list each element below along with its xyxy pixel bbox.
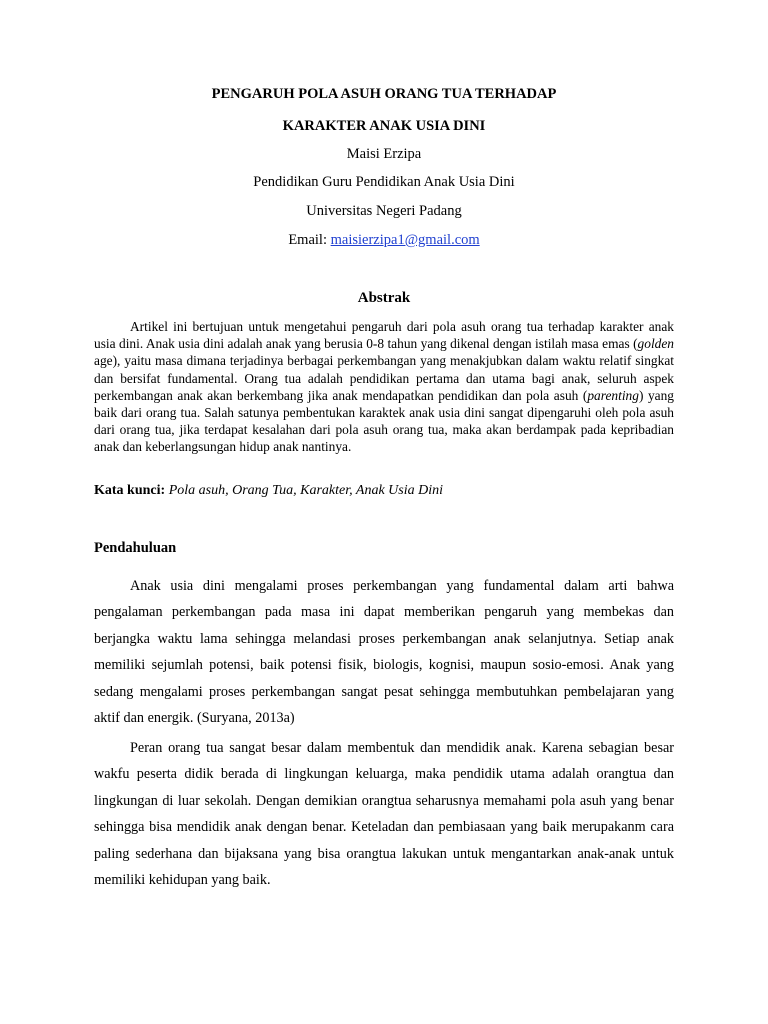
author-name: Maisi Erzipa <box>346 146 422 162</box>
paper-title-line-1: PENGARUH POLA ASUH ORANG TUA TERHADAP <box>211 86 557 102</box>
abstract-text-a: Artikel ini bertujuan untuk mengetahui pengaruh dari pola asuh orang tua terhadap karakter anak usia dini. Anak usia dini adalah anak yang berusia 0-8 tahun yang dikenal dengan istilah masa emas ( <box>94 319 674 352</box>
abstract-golden-term: golden <box>637 336 674 352</box>
author-email-line <box>0 232 768 249</box>
keywords-line <box>94 483 674 499</box>
abstract-text-c: ) yang baik dari orang tua. Salah satunya pembentukan karaktek anak usia dini sangat dipengaruhi oleh pola asuh dari orang tua, jika terdapat kesalahan dari pola asuh orang tua, maka akan berdampak pada kepribadian anak dan keberlangsungan hidup anak nantinya. <box>94 387 674 455</box>
paper-title-line-2: KARAKTER ANAK USIA DINI <box>282 118 486 134</box>
abstract-parenting-term: parenting <box>587 387 639 403</box>
keywords-label: Kata kunci: <box>94 483 169 498</box>
introduction-paragraph-1: Anak usia dini mengalami proses perkembangan yang fundamental dalam arti bahwa pengalaman perkembangan pada masa ini dapat memberikan pengaruh yang membekas dan berjangka waktu lama sehingga melandasi proses perkembangan anak selanjutnya. Setiap anak memiliki sejumlah potensi, baik potensi fisik, biologis, kognisi, maupun sosio-emosi. Anak yang sedang mengalami proses perkembangan sangat pesat sehingga membutuhkan pembelajaran yang aktif dan energik. (Suryana, 2013a) <box>94 578 674 727</box>
keywords-text: Pola asuh, Orang Tua, Karakter, Anak Usia Dini <box>168 483 443 498</box>
author-department: Pendidikan Guru Pendidikan Anak Usia Dini <box>253 174 515 190</box>
introduction-paragraph-2: Peran orang tua sangat besar dalam membentuk dan mendidik anak. Karena sebagian besar wakfu peserta didik berada di lingkungan keluarga, maka pendidik utama adalah orangtua dan lingkungan di luar sekolah. Dengan demikian orangtua seharusnya memahami pola asuh yang benar sehingga bisa mendidik anak dengan benar. Keteladan dan pembiasaan yang baik merupakanm cara paling sederhana dan bijaksana yang bisa orangtua lakukan untuk mengantarkan anak-anak untuk memiliki kehidupan yang baik. <box>94 740 674 889</box>
introduction-heading: Pendahuluan <box>94 540 177 556</box>
abstract-paragraph <box>94 318 674 456</box>
abstract-heading: Abstrak <box>357 290 411 306</box>
abstract-text-b: age), yaitu masa dimana terjadinya berbagai perkembangan yang menakjubkan dalam waktu relatif singkat dan bersifat fundamental. Orang tua adalah pendidikan pertama dan utama bagi anak, seluruh aspek perkembangan anak akan berkembang jika anak mendapatkan pendidikan dan pola asuh ( <box>94 353 674 403</box>
email-link[interactable]: maisierzipa1@gmail.com <box>330 232 480 248</box>
author-university: Universitas Negeri Padang <box>306 203 462 219</box>
email-label: Email: <box>288 232 331 248</box>
